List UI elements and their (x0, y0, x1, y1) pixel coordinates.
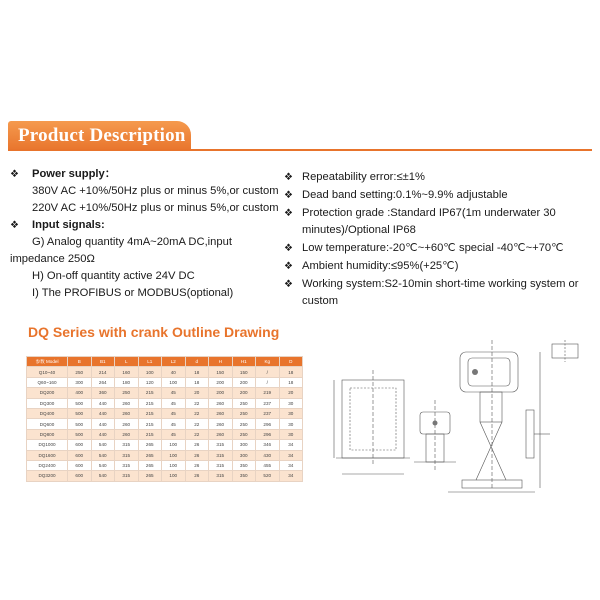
table-cell: 264 (91, 377, 115, 387)
power-line-220: 220V AC +10%/50Hz plus or minus 5%,or custom (32, 202, 279, 214)
table-cell: 250 (232, 398, 256, 408)
table-row (27, 460, 303, 470)
table-cell: DQ800 (27, 429, 68, 439)
table-header-cell: L (115, 357, 139, 367)
table-header-cell: H (209, 357, 233, 367)
table-cell: 18 (279, 367, 303, 377)
banner-title: Product Description (18, 125, 186, 146)
table-cell: 540 (91, 440, 115, 450)
table-cell: 34 (279, 471, 303, 481)
table-cell: 150 (232, 367, 256, 377)
table-header-cell: d (185, 357, 209, 367)
table-row (27, 440, 303, 450)
table-cell: 40 (162, 367, 186, 377)
input-analog-line: G) Analog quantity 4mA~20mA DC,input (32, 236, 232, 248)
table-cell: 430 (256, 450, 280, 460)
table-cell: 440 (91, 429, 115, 439)
table-cell: 540 (91, 450, 115, 460)
table-cell: 22 (185, 398, 209, 408)
diamond-bullet-icon: ❖ (10, 220, 19, 231)
table-cell: 250 (115, 388, 139, 398)
table-cell: 260 (209, 429, 233, 439)
table-cell: 315 (209, 450, 233, 460)
dimension-table (26, 356, 303, 482)
table-cell: 300 (68, 377, 92, 387)
table-cell: 360 (91, 388, 115, 398)
table-cell: 34 (279, 460, 303, 470)
table-cell: 215 (138, 388, 162, 398)
table-cell: 265 (138, 471, 162, 481)
table-cell: 30 (279, 429, 303, 439)
table-cell: 260 (115, 419, 139, 429)
table-cell: 100 (162, 450, 186, 460)
table-cell: 300 (232, 440, 256, 450)
table-cell: 500 (68, 398, 92, 408)
table-cell: Q10~40 (27, 367, 68, 377)
table-cell: DQ1000 (27, 440, 68, 450)
table-cell: 260 (115, 429, 139, 439)
table-cell: 250 (232, 408, 256, 418)
table-cell: 22 (185, 419, 209, 429)
table-cell: 346 (256, 440, 280, 450)
table-cell: 100 (162, 377, 186, 387)
table-cell: 100 (162, 471, 186, 481)
input-onoff-line: H) On-off quantity active 24V DC (32, 270, 195, 282)
table-row (27, 429, 303, 439)
table-cell: 600 (68, 450, 92, 460)
table-cell: DQ200 (27, 388, 68, 398)
table-cell: 296 (256, 429, 280, 439)
diamond-bullet-icon: ❖ (284, 243, 293, 254)
table-cell: 100 (138, 367, 162, 377)
outline-drawing (330, 340, 595, 500)
repeatability-line: Repeatability error:≤±1% (302, 171, 425, 183)
table-cell: 26 (185, 440, 209, 450)
table-row (27, 377, 303, 387)
table-cell: 315 (115, 471, 139, 481)
table-cell: 18 (185, 367, 209, 377)
power-line-380: 380V AC +10%/50Hz plus or minus 5%,or custom (32, 185, 279, 197)
table-header-cell: Kg (256, 357, 280, 367)
table-row (27, 388, 303, 398)
table-cell: 315 (209, 460, 233, 470)
table-cell: 440 (91, 408, 115, 418)
table-cell: 600 (68, 460, 92, 470)
table-cell: DQ3200 (27, 471, 68, 481)
table-header-cell: B (68, 357, 92, 367)
table-cell: 22 (185, 408, 209, 418)
power-supply-label: Power supply： (32, 168, 116, 180)
table-cell: 100 (162, 440, 186, 450)
table-cell: 265 (138, 460, 162, 470)
table-cell: 315 (115, 450, 139, 460)
table-row (27, 419, 303, 429)
table-cell: / (256, 377, 280, 387)
table-cell: 215 (138, 398, 162, 408)
humidity-line: Ambient humidity:≤95%(+25℃) (302, 260, 459, 272)
table-cell: 400 (68, 388, 92, 398)
table-cell: 260 (115, 408, 139, 418)
table-cell: 200 (232, 377, 256, 387)
table-row (27, 408, 303, 418)
table-cell: 260 (209, 408, 233, 418)
table-cell: 350 (232, 471, 256, 481)
diamond-bullet-icon: ❖ (284, 261, 293, 272)
table-cell: 250 (232, 429, 256, 439)
diamond-bullet-icon: ❖ (10, 169, 19, 180)
table-cell: 455 (256, 460, 280, 470)
table-cell: 30 (279, 398, 303, 408)
table-cell: 260 (209, 398, 233, 408)
table-cell: 45 (162, 398, 186, 408)
low-temperature-line: Low temperature:-20℃~+60℃ special -40℃~+70℃ (302, 242, 564, 254)
table-cell: 150 (209, 367, 233, 377)
banner-tab (8, 121, 191, 151)
input-impedance-line: impedance 250Ω (10, 253, 95, 265)
table-cell: 440 (91, 398, 115, 408)
table-cell: DQ300 (27, 398, 68, 408)
table-cell: 18 (279, 377, 303, 387)
diamond-bullet-icon: ❖ (284, 279, 293, 290)
table-row (27, 367, 303, 377)
table-cell: 500 (68, 419, 92, 429)
dead-band-line: Dead band setting:0.1%~9.9% adjustable (302, 189, 508, 201)
table-cell: 520 (256, 471, 280, 481)
table-cell: 20 (185, 388, 209, 398)
table-cell: 215 (138, 408, 162, 418)
table-cell: 540 (91, 471, 115, 481)
table-cell: 250 (232, 419, 256, 429)
table-cell: DQ400 (27, 408, 68, 418)
table-cell: 265 (138, 440, 162, 450)
table-cell: 440 (91, 419, 115, 429)
table-cell: 26 (185, 450, 209, 460)
diamond-bullet-icon: ❖ (284, 172, 293, 183)
table-header-cell: L2 (162, 357, 186, 367)
diamond-bullet-icon: ❖ (284, 208, 293, 219)
table-cell: 45 (162, 419, 186, 429)
table-cell: 200 (232, 388, 256, 398)
table-row (27, 471, 303, 481)
table-cell: 315 (115, 440, 139, 450)
product-description-banner (8, 121, 592, 151)
table-cell: 30 (279, 408, 303, 418)
table-cell: 237 (256, 398, 280, 408)
table-header-cell: B1 (91, 357, 115, 367)
table-cell: 600 (68, 471, 92, 481)
table-cell: 200 (209, 388, 233, 398)
table-header-cell: H1 (232, 357, 256, 367)
table-cell: 100 (162, 460, 186, 470)
table-cell: 200 (209, 377, 233, 387)
table-cell: 260 (115, 398, 139, 408)
table-cell: 18 (185, 377, 209, 387)
table-cell: 45 (162, 388, 186, 398)
table-cell: 34 (279, 440, 303, 450)
table-cell: 315 (115, 460, 139, 470)
table-cell: 45 (162, 429, 186, 439)
table-cell: 30 (279, 419, 303, 429)
table-cell: 265 (138, 450, 162, 460)
table-row (27, 398, 303, 408)
table-cell: 160 (115, 367, 139, 377)
table-cell: 540 (91, 460, 115, 470)
table-cell: 180 (115, 377, 139, 387)
table-cell: 500 (68, 429, 92, 439)
table-header-cell: D (279, 357, 303, 367)
table-header-cell: 参数 Model (27, 357, 68, 367)
diamond-bullet-icon: ❖ (284, 190, 293, 201)
table-cell: DQ2400 (27, 460, 68, 470)
table-cell: 219 (256, 388, 280, 398)
table-cell: 22 (185, 429, 209, 439)
table-cell: 500 (68, 408, 92, 418)
table-cell: DQ1600 (27, 450, 68, 460)
input-signals-label: Input signals: (32, 219, 105, 231)
table-header-cell: L1 (138, 357, 162, 367)
working-system-line-2: custom (302, 295, 339, 307)
table-cell: DQ600 (27, 419, 68, 429)
table-cell: 120 (138, 377, 162, 387)
table-cell: 296 (256, 419, 280, 429)
table-cell: 20 (279, 388, 303, 398)
table-header-row (27, 357, 303, 367)
protection-line-1: Protection grade :Standard IP67(1m underwater 30 (302, 207, 556, 219)
input-profibus-line: I) The PROFIBUS or MODBUS(optional) (32, 287, 234, 299)
table-cell: 315 (209, 440, 233, 450)
table-cell: 300 (232, 450, 256, 460)
outline-drawing-title: DQ Series with crank Outline Drawing (28, 324, 280, 340)
table-cell: 250 (68, 367, 92, 377)
table-row (27, 450, 303, 460)
table-cell: 237 (256, 408, 280, 418)
table-cell: 214 (91, 367, 115, 377)
table-cell: 260 (209, 419, 233, 429)
table-cell: 215 (138, 429, 162, 439)
banner-underline (8, 149, 592, 151)
table-cell: Q60~160 (27, 377, 68, 387)
table-cell: 26 (185, 460, 209, 470)
table-cell: 600 (68, 440, 92, 450)
table-cell: 350 (232, 460, 256, 470)
protection-line-2: minutes)/Optional IP68 (302, 224, 416, 236)
table-cell: 45 (162, 408, 186, 418)
working-system-line-1: Working system:S2-10min short-time working system or (302, 278, 579, 290)
table-cell: 34 (279, 450, 303, 460)
table-cell: 315 (209, 471, 233, 481)
table-cell: 215 (138, 419, 162, 429)
table-cell: / (256, 367, 280, 377)
table-cell: 26 (185, 471, 209, 481)
